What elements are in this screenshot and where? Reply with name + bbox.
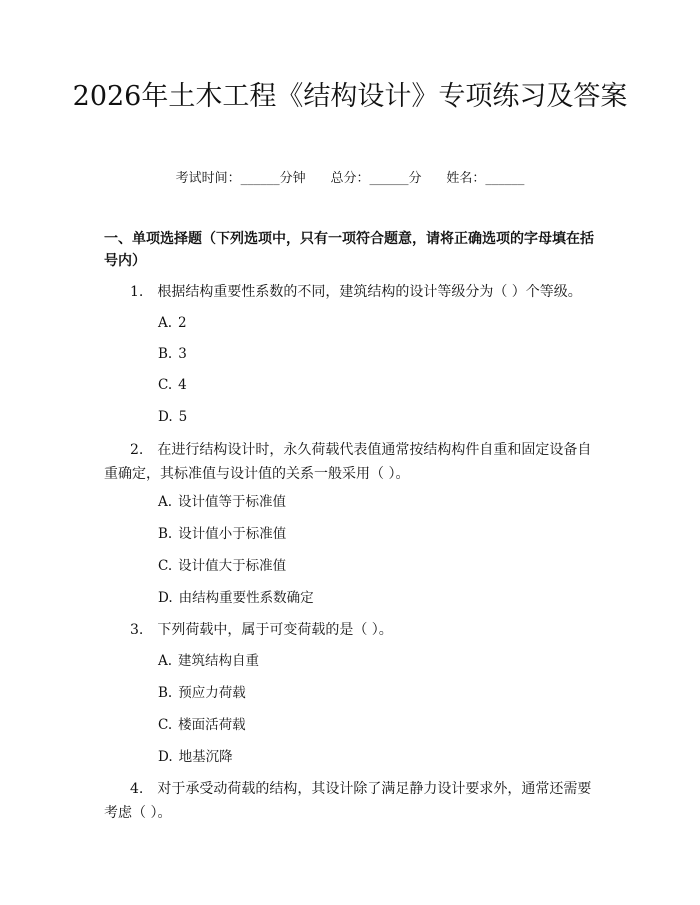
- question-2-option-d: [158, 589, 314, 607]
- question-3-option-a: [158, 652, 259, 670]
- name-blank: ______: [485, 171, 525, 186]
- option-text: 3: [178, 346, 187, 362]
- option-text: 楼面活荷载: [178, 717, 246, 733]
- option-letter: C.: [158, 558, 173, 574]
- option-letter: A.: [158, 653, 173, 669]
- time-label: 考试时间：: [175, 171, 241, 186]
- option-text: 5: [178, 409, 188, 425]
- question-text: 对于承受动荷载的结构，其设计除了满足静力设计要求外，通常还需要考虑（ ）。: [104, 781, 592, 821]
- question-3-option-b: [158, 684, 246, 702]
- question-text: 根据结构重要性系数的不同，建筑结构的设计等级分为（ ）个等级。: [157, 284, 582, 300]
- question-number: 1.: [130, 284, 144, 300]
- option-text: 2: [178, 315, 187, 331]
- question-number: 2.: [130, 442, 144, 458]
- score-unit: 分: [408, 171, 422, 186]
- question-2: [104, 438, 600, 486]
- question-3-option-c: [158, 716, 246, 734]
- option-text: 设计值大于标准值: [178, 558, 287, 574]
- option-text: 由结构重要性系数确定: [178, 590, 314, 606]
- question-2-option-b: [158, 525, 286, 543]
- option-letter: B.: [158, 346, 173, 362]
- option-letter: B.: [158, 526, 173, 542]
- question-4: [104, 777, 600, 825]
- option-text: 预应力荷载: [178, 685, 246, 701]
- score-blank: ______: [369, 171, 409, 186]
- question-3: [104, 618, 600, 642]
- question-1-option-b: [158, 345, 187, 363]
- question-number: 4.: [130, 781, 144, 797]
- question-text: 下列荷载中，属于可变荷载的是（ ）。: [157, 622, 393, 638]
- option-text: 4: [178, 377, 187, 393]
- name-label: 姓名：: [446, 171, 486, 186]
- score-label: 总分：: [330, 171, 370, 186]
- option-text: 建筑结构自重: [178, 653, 260, 669]
- option-text: 设计值等于标准值: [178, 494, 287, 510]
- question-2-option-a: [158, 493, 286, 511]
- option-letter: A.: [158, 494, 173, 510]
- option-letter: C.: [158, 717, 173, 733]
- option-text: 地基沉降: [178, 749, 233, 765]
- option-letter: D.: [158, 409, 173, 425]
- section-heading: 一、单项选择题（下列选项中，只有一项符合题意，请将正确选项的字母填在括号内）: [104, 231, 594, 269]
- option-letter: D.: [158, 590, 173, 606]
- exam-meta: [0, 170, 700, 188]
- option-letter: A.: [158, 315, 173, 331]
- question-1-option-d: [158, 408, 187, 426]
- time-unit: 分钟: [279, 171, 306, 186]
- question-number: 3.: [130, 622, 144, 638]
- question-3-option-d: [158, 748, 233, 766]
- option-text: 设计值小于标准值: [178, 526, 287, 542]
- time-blank: ______: [240, 171, 280, 186]
- question-text: 在进行结构设计时，永久荷载代表值通常按结构构件自重和固定设备自重确定，其标准值与设计值的关系一般采用（ ）。: [104, 442, 592, 482]
- option-letter: C.: [158, 377, 173, 393]
- document-title: 2026年土木工程《结构设计》专项练习及答案: [72, 81, 628, 112]
- option-letter: D.: [158, 749, 173, 765]
- option-letter: B.: [158, 685, 173, 701]
- question-2-option-c: [158, 557, 286, 575]
- question-1-option-a: [158, 314, 187, 332]
- question-1-option-c: [158, 376, 187, 394]
- question-1: [104, 280, 600, 304]
